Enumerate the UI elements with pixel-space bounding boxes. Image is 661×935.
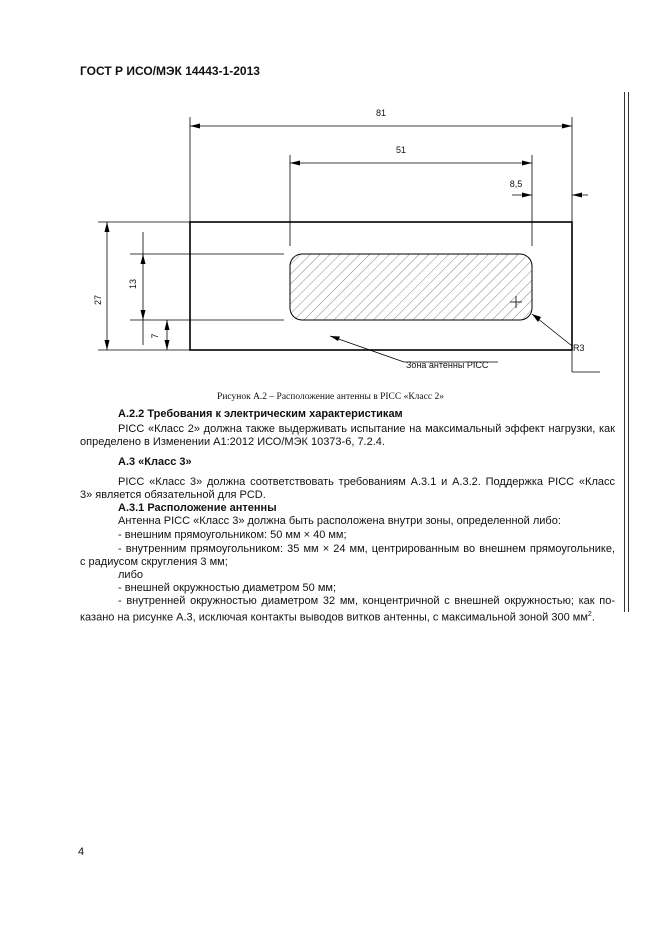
dim-13: 13 <box>128 278 138 290</box>
dim-51: 51 <box>395 145 407 155</box>
section-a-2-2-title: А.2.2 Требования к электрическим характеристикам <box>118 408 403 420</box>
antenna-figure <box>0 0 661 400</box>
bullet-1: - внешним прямоугольником: 50 мм × 40 мм; <box>118 529 347 541</box>
or-text: либо <box>118 569 143 581</box>
bullet-4-line-2 <box>80 608 615 625</box>
para-1-line-1: PICC «Класс 2» должна также выдерживать испытание на максимальный эффект нагрузки, как <box>118 423 615 435</box>
bullet-4-line-2-text: казано на рисунке А.3, исключая контакты выводов витков антенны, с максимальной зоной 300 мм <box>80 611 588 624</box>
dim-8-5: 8,5 <box>509 179 523 189</box>
bullet-4-line-1: - внутренней окружностью диаметром 32 мм, концентричной с внешней окружностью; как по- <box>118 595 615 607</box>
dim-81: 81 <box>375 108 387 118</box>
dim-r3: R3 <box>573 343 585 353</box>
antenna-zone <box>290 254 532 320</box>
dim-7: 7 <box>150 333 160 339</box>
section-a-3-1-title: А.3.1 Расположение антенны <box>118 502 277 514</box>
para-3: Антенна PICC «Класс 3» должна быть расположена внутри зоны, определенной либо: <box>118 515 561 527</box>
bullet-2-line-1: - внутренним прямоугольником: 35 мм × 24 мм, центрированным во внешнем прямоугольнике, <box>118 543 615 555</box>
superscript-2: 2 <box>587 611 592 618</box>
para-2-line-2: 3» является обязательной для PCD. <box>80 489 266 501</box>
para-2-line-1: PICC «Класс 3» должна соответствовать требованиям А.3.1 и А.3.2. Поддержка PICC «Класс <box>118 476 615 488</box>
bullet-3: - внешней окружностью диаметром 50 мм; <box>118 582 337 594</box>
bullet-4-end: . <box>591 611 595 624</box>
bullet-2-line-2: с радиусом скругления 3 мм; <box>80 556 228 568</box>
section-a-3-title: А.3 «Класс 3» <box>118 456 192 468</box>
dim-27: 27 <box>93 294 103 306</box>
para-1-line-2: определено в Изменении А1:2012 ИСО/МЭК 10373-6, 7.2.4. <box>80 436 385 448</box>
page-number: 4 <box>78 846 85 858</box>
document-header: ГОСТ Р ИСО/МЭК 14443-1-2013 <box>80 64 260 78</box>
zone-label: Зона антенны PICC <box>406 360 489 370</box>
figure-caption: Рисунок А.2 – Расположение антенны в PICC «Класс 2» <box>217 392 444 402</box>
